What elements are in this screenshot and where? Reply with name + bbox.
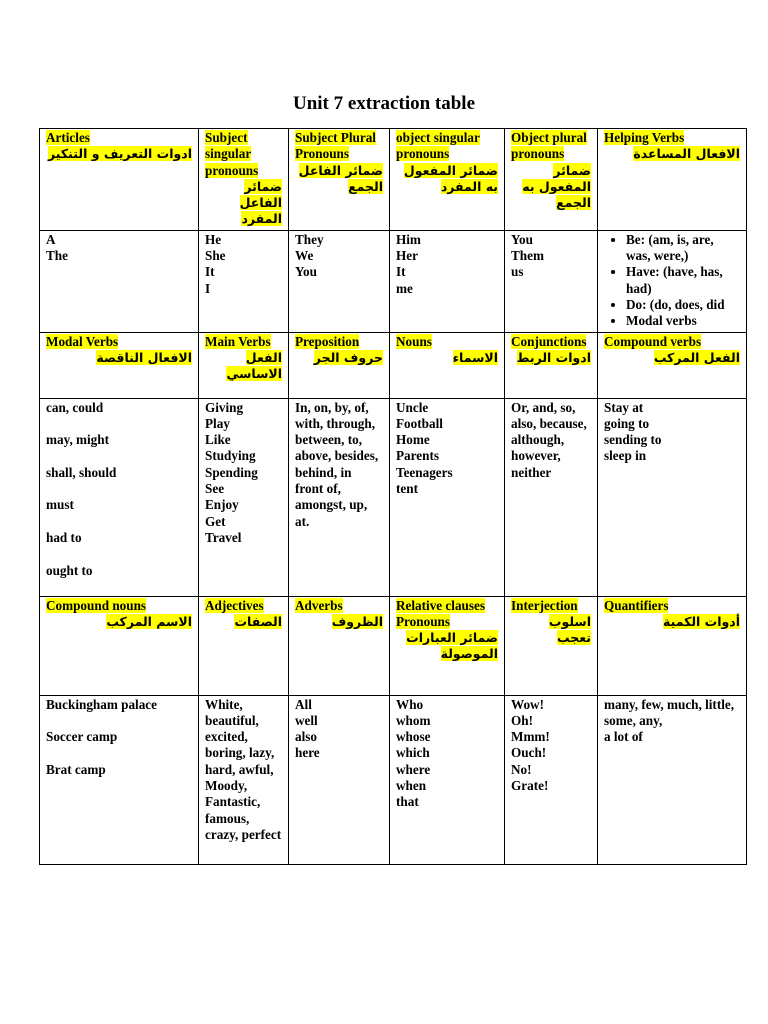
header-cell: Interjection اسلوب تعجب xyxy=(505,596,598,695)
list-item: • Modal verbs xyxy=(626,313,740,329)
header-cell: Subject singular pronouns ضمائر الفاعل المفرد xyxy=(199,129,289,231)
content-row xyxy=(40,695,747,864)
content-cell: Buckingham palace Soccer camp Brat camp xyxy=(40,695,199,864)
header-cell: Quantifiers أدوات الكمية xyxy=(598,596,747,695)
content-row xyxy=(40,398,747,596)
header-cell: Relative clauses Pronouns ضمائر العبارات الموصولة xyxy=(390,596,505,695)
header-cell: Modal Verbs الافعال الناقصة xyxy=(40,332,199,398)
header-cell: Main Verbs الفعل الاساسي xyxy=(199,332,289,398)
content-cell: Him Her It me xyxy=(390,230,505,332)
content-cell: can, could may, might shall, should must had to ought to xyxy=(40,398,199,596)
content-cell: A The xyxy=(40,230,199,332)
content-cell: All well also here xyxy=(289,695,390,864)
header-row xyxy=(40,596,747,695)
list-item: • Be: (am, is, are, was, were,) xyxy=(626,232,740,265)
header-cell: Compound verbs الفعل المركب xyxy=(598,332,747,398)
content-cell: Stay at going to sending to sleep in xyxy=(598,398,747,596)
content-cell: Giving Play Like Studying Spending See Enjoy Get Travel xyxy=(199,398,289,596)
header-cell: Compound nouns الاسم المركب xyxy=(40,596,199,695)
content-cell: Wow! Oh! Mmm! Ouch! No! Grate! xyxy=(505,695,598,864)
content-cell: In, on, by, of, with, through, between, to, above, besides, behind, in front of, amongst, up, at. xyxy=(289,398,390,596)
content-cell xyxy=(598,230,747,332)
header-cell: Adjectives الصفات xyxy=(199,596,289,695)
header-cell: Articles ادوات التعريف و التنكير xyxy=(40,129,199,231)
content-cell: He She It I xyxy=(199,230,289,332)
content-cell: You Them us xyxy=(505,230,598,332)
content-cell: They We You xyxy=(289,230,390,332)
extraction-table xyxy=(39,128,747,865)
header-cell: Object plural pronouns ضمائر المفعول به الجمع xyxy=(505,129,598,231)
header-cell: Subject Plural Pronouns ضمائر الفاعل الجمع xyxy=(289,129,390,231)
content-row xyxy=(40,230,747,332)
list-item: • Do: (do, does, did xyxy=(626,297,740,313)
helping-verbs-list xyxy=(604,232,740,330)
header-row xyxy=(40,332,747,398)
header-cell: object singular pronouns ضمائر المفعول به المفرد xyxy=(390,129,505,231)
header-cell: Nouns الاسماء xyxy=(390,332,505,398)
header-cell: Helping Verbs الافعال المساعدة xyxy=(598,129,747,231)
content-cell: Uncle Football Home Parents Teenagers tent xyxy=(390,398,505,596)
header-cell: Adverbs الظروف xyxy=(289,596,390,695)
content-cell: Or, and, so, also, because, although, however, neither xyxy=(505,398,598,596)
list-item: • Have: (have, has, had) xyxy=(626,264,740,297)
header-cell: Conjunctions ادوات الربط xyxy=(505,332,598,398)
content-cell: White, beautiful, excited, boring, lazy, hard, awful, Moody, Fantastic, famous, crazy, perfect xyxy=(199,695,289,864)
header-row xyxy=(40,129,747,231)
header-cell: Preposition حروف الجر xyxy=(289,332,390,398)
page-title: Unit 7 extraction table xyxy=(292,93,476,114)
content-cell: many, few, much, little, some, any, a lot of xyxy=(598,695,747,864)
content-cell: Who whom whose which where when that xyxy=(390,695,505,864)
